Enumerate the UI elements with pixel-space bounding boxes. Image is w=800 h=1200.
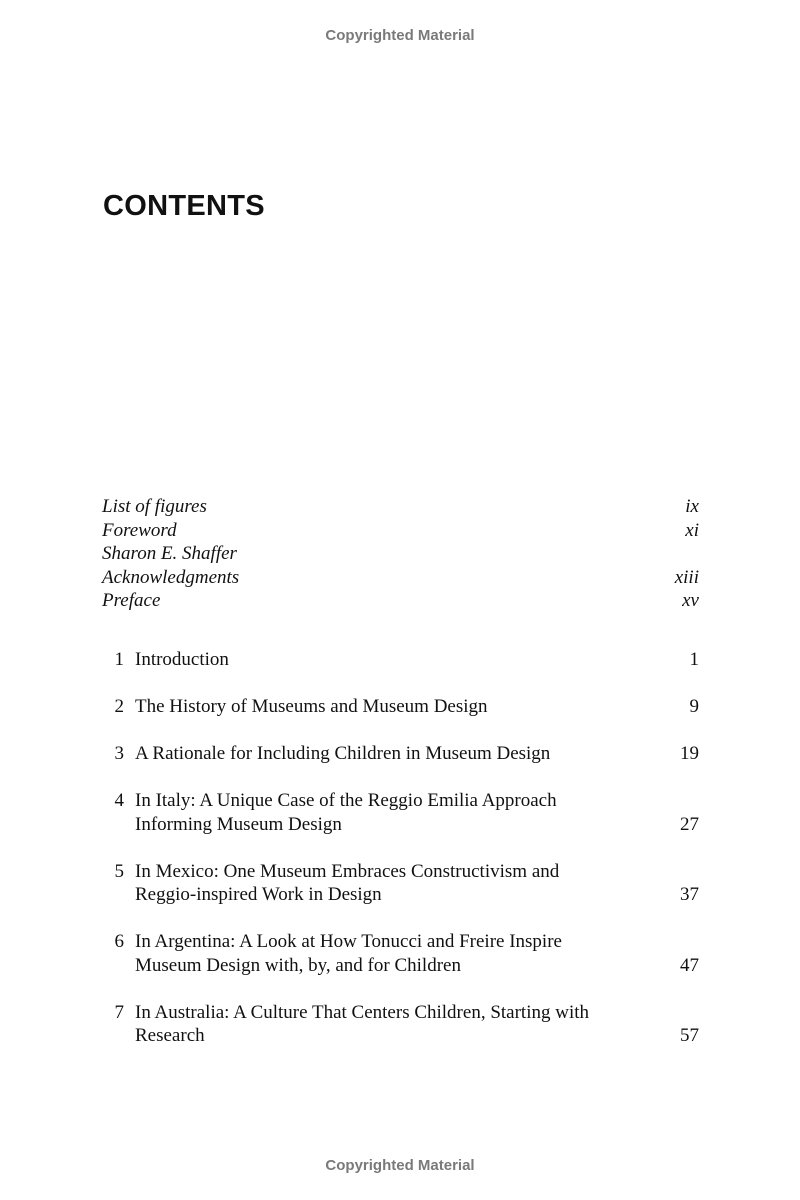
front-matter-item (102, 542, 699, 566)
chapter-number: 7 (114, 1001, 124, 1023)
chapter-page: 57 (680, 1025, 699, 1046)
chapter-page: 19 (680, 743, 699, 764)
chapter-title (124, 1001, 649, 1048)
chapter-title (124, 860, 649, 907)
chapter-entry (102, 648, 699, 672)
chapter-title-line: The History of Museums and Museum Design (135, 696, 488, 717)
front-matter-title: List of figures (102, 496, 207, 517)
page-title: CONTENTS (103, 190, 265, 222)
chapter-entry (102, 789, 699, 836)
front-matter-item (102, 566, 699, 590)
chapter-page: 47 (680, 954, 699, 976)
chapter-entry (102, 860, 699, 907)
front-matter-page: xi (685, 519, 699, 541)
chapter-list (102, 648, 699, 1071)
front-matter-page: xv (682, 590, 699, 611)
chapter-title (124, 648, 649, 672)
front-matter-title: Preface (102, 590, 161, 611)
chapter-entry (102, 695, 699, 719)
chapter-number: 3 (114, 743, 124, 764)
chapter-title-line: A Rationale for Including Children in Museum Design (135, 743, 551, 764)
chapter-title-line: In Mexico: One Museum Embraces Constructivism and (135, 860, 560, 882)
chapter-title-line: Reggio-inspired Work in Design (135, 884, 382, 905)
front-matter-title: Acknowledgments (102, 566, 240, 588)
chapter-title (124, 930, 649, 977)
chapter-title-line: Research (135, 1025, 205, 1046)
chapter-title-line: In Australia: A Culture That Centers Children, Starting with (135, 1001, 590, 1023)
front-matter-title: Foreword (102, 519, 177, 541)
chapter-title-line: Museum Design with, by, and for Children (135, 954, 461, 976)
chapter-number: 4 (114, 790, 124, 811)
chapter-entry (102, 1001, 699, 1048)
chapter-page: 27 (680, 813, 699, 835)
front-matter-author: Sharon E. Shaffer (102, 543, 237, 564)
chapter-title (124, 742, 649, 766)
chapter-page: 37 (680, 884, 699, 905)
chapter-title (124, 789, 649, 836)
front-matter-page: ix (685, 496, 699, 517)
front-matter-item (102, 589, 699, 613)
chapter-number: 1 (114, 649, 124, 670)
watermark-top: Copyrighted Material (325, 27, 475, 44)
front-matter-list (102, 495, 699, 613)
watermark-bottom: Copyrighted Material (325, 1157, 475, 1174)
chapter-entry (102, 930, 699, 977)
chapter-title-line: Informing Museum Design (135, 813, 342, 835)
chapter-number: 5 (114, 860, 124, 882)
chapter-page: 1 (689, 649, 699, 670)
chapter-title-line: Introduction (135, 649, 229, 670)
front-matter-item (102, 495, 699, 519)
chapter-title-line: In Italy: A Unique Case of the Reggio Emilia Approach (135, 790, 557, 811)
chapter-number: 6 (114, 931, 124, 952)
chapter-number: 2 (114, 696, 124, 717)
chapter-title (124, 695, 649, 719)
chapter-title-line: In Argentina: A Look at How Tonucci and Freire Inspire (135, 931, 562, 952)
chapter-page: 9 (689, 696, 699, 717)
chapter-entry (102, 742, 699, 766)
front-matter-page: xiii (674, 566, 699, 588)
front-matter-item (102, 519, 699, 543)
